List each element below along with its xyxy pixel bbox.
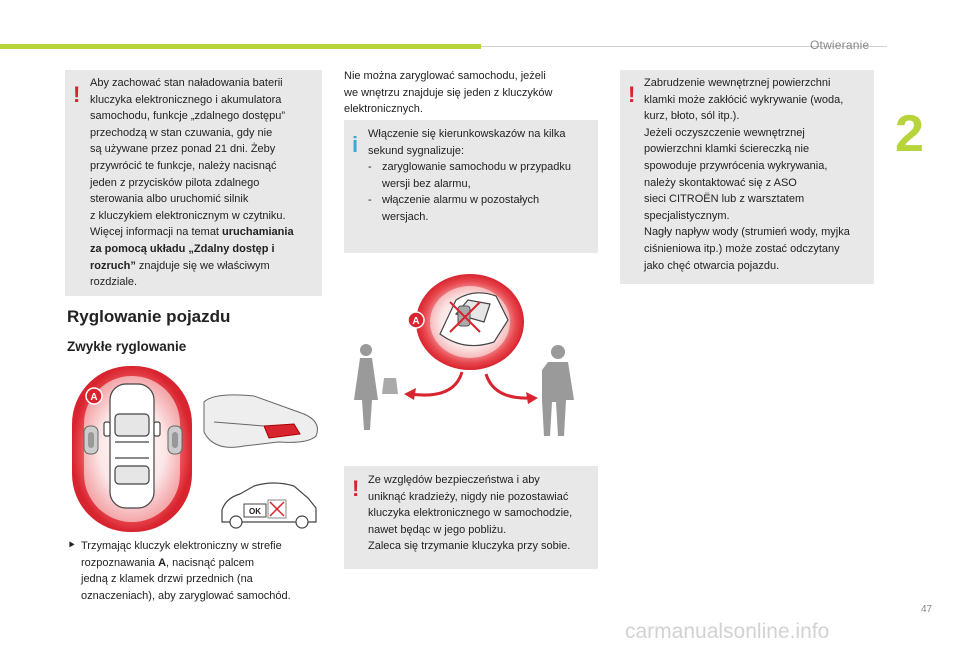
man-silhouette-icon	[542, 345, 574, 436]
key-inside-illustration	[344, 270, 598, 446]
curved-arrow-left-icon	[410, 372, 462, 395]
warning-icon: !	[73, 82, 81, 107]
watermark: carmanualsonline.info	[625, 620, 830, 643]
section-title: Otwieranie	[810, 38, 870, 52]
chapter-number: 2	[895, 105, 924, 163]
intro-text: Nie można zaryglować samochodu, jeżeli we wnętrzu znajduje się jeden z kluczyków elektronicznych.	[344, 70, 553, 116]
section-subheading: Zwykłe ryglowanie	[67, 339, 187, 354]
car-top-view-icon	[104, 384, 160, 508]
warning-text-handle: Zabrudzenie wewnętrznej powierzchni klamki może zakłócić wykrywanie (woda, kurz, błoto, sól itp.). Jeżeli oczyszczenie wewnętrznej powierzchni klamki ściereczką nie spowoduje przywrócenia wykrywania, należy skontaktować się z ASO sieci CITROËN lub z warsztatem specjalistycznym. Nagły napływ wody (strumień wody, myjka ciśnieniowa itp.) może zostać odczytany jako chęć otwarcia pojazdu.	[644, 77, 850, 272]
step-text-part: , nacisnąć palcem jedną z klamek drzwi przednich (na oznaczeniach), aby zaryglować samochód.	[81, 556, 291, 602]
warning-text-part: Aby zachować stan naładowania baterii kluczyka elektronicznego i akumulatora samochodu, funkcje „zdalnego dostępu” przechodzą w stan czuwania, gdy nie są używane przez ponad 21 dni. Żeby przywrócić te funkcje, należy nacisnąć jeden z przycisków pilota zdalnego sterowania albo uruchomić silnik z kluczykiem elektronicznym w czytniku. Więcej informacji na temat	[90, 77, 286, 239]
locking-illustration	[64, 362, 330, 534]
warning-box-handle	[620, 70, 874, 284]
info-list-item: zaryglowanie samochodu w przypadku wersji bez alarmu,	[382, 161, 571, 190]
warning-box-security	[344, 466, 598, 569]
handle-marker-left-icon	[84, 426, 98, 454]
warning-icon: !	[628, 82, 636, 107]
step-text-part: Trzymając kluczyk elektroniczny w strefie rozpoznawania	[81, 540, 282, 569]
warning-text-bold: uruchamiania za pomocą układu „Zdalny dostęp i rozruch”	[90, 226, 294, 272]
info-box-indicators: i Włączenie się kierunkowskazów na kilka sekund sygnalizuje: - zaryglowanie samochodu w przypadku wersji bez alarmu, - włączenie alarmu w pozostałych wersjach.	[344, 120, 598, 253]
curved-arrow-right-icon	[486, 374, 532, 398]
step-instruction	[67, 538, 327, 604]
ok-label: OK	[249, 507, 261, 516]
page-number: 47	[921, 604, 933, 615]
hand-on-handle-icon	[204, 395, 318, 448]
warning-icon: !	[352, 476, 360, 501]
section-heading: Ryglowanie pojazdu	[67, 307, 231, 326]
header-accent-bar	[0, 44, 481, 49]
info-list-item: włączenie alarmu w pozostałych wersjach.	[382, 194, 540, 223]
step-text-bold: A	[158, 556, 167, 569]
woman-silhouette-icon	[354, 344, 398, 430]
warning-text-security: Ze względów bezpieczeństwa i aby uniknąć kradzieży, nigdy nie pozostawiać kluczyka elektronicznego w samochodzie, nawet będąc w jego pobliżu. Zaleca się trzymanie kluczyka przy sobie.	[368, 474, 573, 553]
warning-box-battery	[65, 70, 322, 296]
info-icon: i	[352, 132, 359, 157]
arrow-bullet-icon: ⯈	[67, 539, 76, 552]
zone-marker-a-label: A	[412, 316, 420, 327]
info-text: Włączenie się kierunkowskazów na kilka sekund sygnalizuje:	[368, 128, 566, 157]
warning-text-battery	[90, 75, 320, 291]
handle-marker-right-icon	[168, 426, 182, 454]
cross-icon	[268, 500, 286, 518]
warning-text-part: znajduje się we właściwym rozdziale.	[90, 259, 270, 289]
zone-marker-a-label: A	[90, 392, 98, 403]
